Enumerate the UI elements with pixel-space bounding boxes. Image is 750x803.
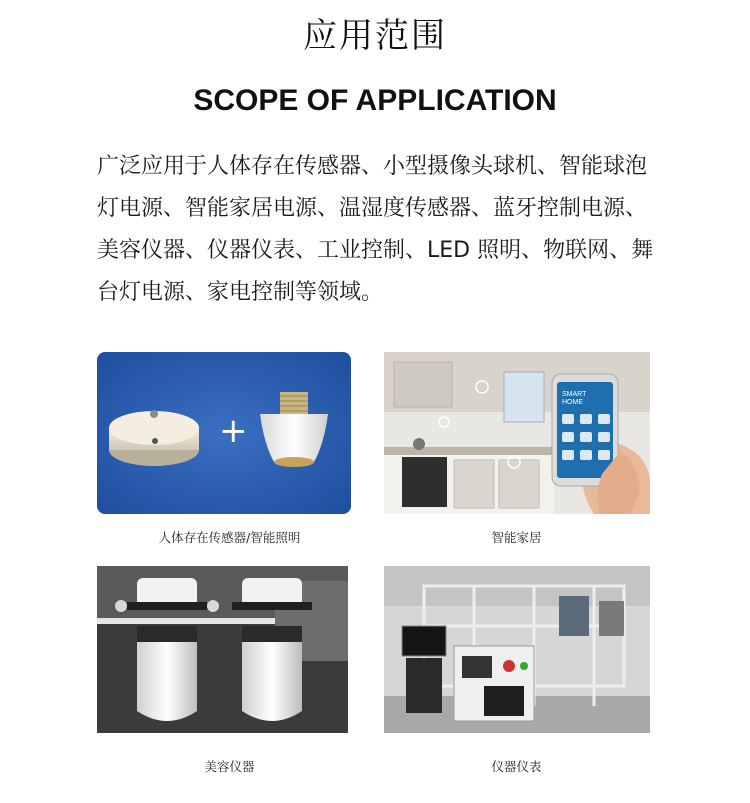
- image-smart-home: [384, 352, 650, 514]
- svg-text:+: +: [219, 411, 248, 451]
- page-title-cn: 应用范围: [303, 16, 447, 56]
- page-title-en: SCOPE OF APPLICATION: [193, 84, 557, 117]
- caption-instruments-meters: 仪器仪表: [491, 759, 542, 774]
- image-beauty-instruments: [97, 566, 348, 733]
- image-instruments-meters: [384, 566, 650, 733]
- caption-beauty-instruments: 美容仪器: [204, 759, 255, 774]
- caption-smart-home: 智能家居: [491, 530, 542, 545]
- phone-screen-brand-2: HOME: [562, 399, 583, 406]
- phone-screen-brand-1: SMART: [562, 391, 587, 398]
- description-paragraph: 广泛应用于人体存在传感器、小型摄像头球机、智能球泡灯电源、智能家居电源、温湿度传感器、蓝牙控制电源、美容仪器、仪器仪表、工业控制、LED 照明、物联网、舞台灯电源、家电控制等领域。: [97, 154, 654, 305]
- caption-presence-sensor-lighting: 人体存在传感器/智能照明: [158, 530, 301, 545]
- image-presence-sensor-lighting: [97, 352, 351, 514]
